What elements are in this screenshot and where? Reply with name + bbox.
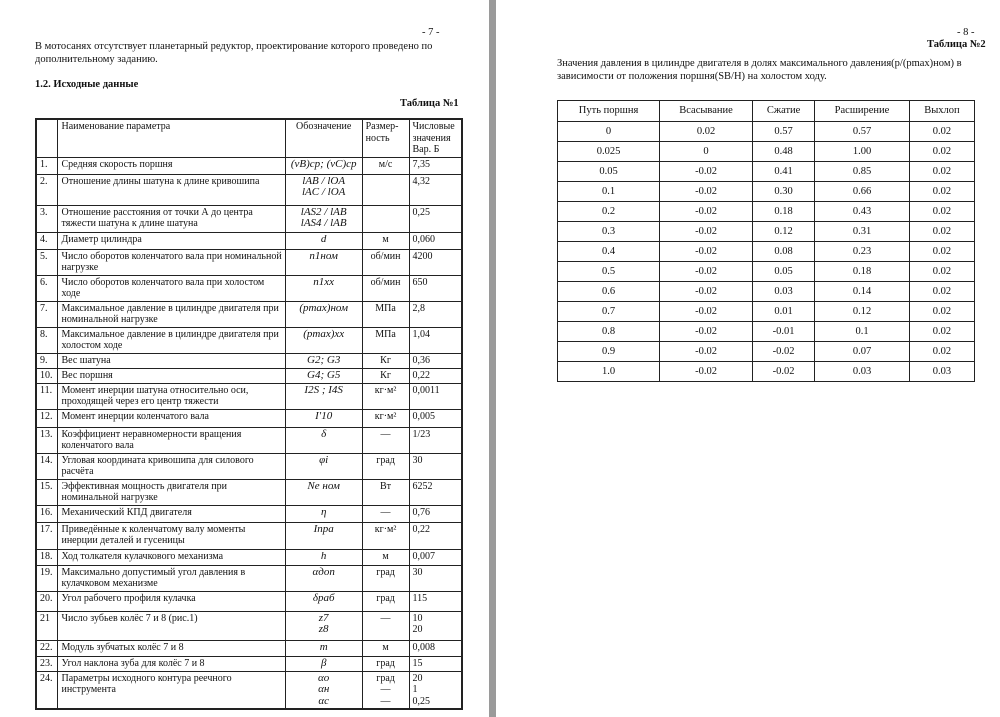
table-cell: -0.02 [660, 322, 753, 342]
cell-name: Максимальное давление в цилиндре двигателя при номинальной нагрузке [58, 301, 285, 327]
cell-name: Диаметр цилиндра [58, 232, 285, 249]
cell-n: 18. [36, 549, 58, 565]
table-cell: 0.02 [909, 182, 974, 202]
table-row [36, 249, 462, 275]
page-number: - 7 - [422, 27, 440, 38]
cell-name: Число оборотов коленчатого вала при номинальной нагрузке [58, 249, 285, 275]
cell-val: 0,76 [409, 505, 462, 522]
cell-val: 30 [409, 453, 462, 479]
table-row [558, 142, 975, 162]
cell-unit: м [362, 640, 409, 656]
table-cell: 0.85 [815, 162, 910, 182]
table-cell: 0.1 [558, 182, 660, 202]
table-cell: -0.02 [660, 182, 753, 202]
cell-val: 30 [409, 565, 462, 591]
cell-val: 0,25 [409, 205, 462, 232]
page-number: - 8 - [957, 27, 975, 38]
table-cell: 0.05 [558, 162, 660, 182]
table-cell: 0.02 [909, 342, 974, 362]
cell-sym: β [285, 656, 362, 671]
table-row [36, 205, 462, 232]
pressure-table [557, 100, 975, 382]
table-cell: 1.00 [815, 142, 910, 162]
table-cell: -0.02 [660, 362, 753, 382]
column-header: Выхлоп [909, 101, 974, 122]
cell-unit: град — — [362, 671, 409, 709]
cell-name: Максимально допустимый угол давления в кулачковом механизме [58, 565, 285, 591]
cell-sym: G4; G5 [285, 368, 362, 383]
cell-sym: (pmax)xx [285, 327, 362, 353]
cell-n: 19. [36, 565, 58, 591]
cell-n: 6. [36, 275, 58, 301]
table-cell: 0.1 [815, 322, 910, 342]
cell-val: 15 [409, 656, 462, 671]
table-row [36, 640, 462, 656]
cell-n: 22. [36, 640, 58, 656]
table-row [36, 232, 462, 249]
cell-val: 0,0011 [409, 383, 462, 409]
cell-n: 2. [36, 174, 58, 205]
cell-val: 2,8 [409, 301, 462, 327]
table-row [36, 301, 462, 327]
cell-sym: αo αн αc [285, 671, 362, 709]
intro-text: В мотосанях отсутствует планетарный редуктор, проектирование которого проведено по дополнительному заданию. [35, 41, 433, 65]
table-cell: 0.02 [909, 162, 974, 182]
cell-val: 0,060 [409, 232, 462, 249]
cell-name: Отношение длины шатуна к длине кривошипа [58, 174, 285, 205]
cell-name: Угол рабочего профиля кулачка [58, 591, 285, 611]
table-cell: 0.43 [815, 202, 910, 222]
column-header: Обозначение [285, 119, 362, 157]
table-cell: 0 [660, 142, 753, 162]
cell-n: 21 [36, 611, 58, 640]
table-row [36, 671, 462, 709]
table-cell: 0.02 [909, 262, 974, 282]
cell-unit [362, 205, 409, 232]
cell-sym: η [285, 505, 362, 522]
table-cell: -0.02 [660, 262, 753, 282]
cell-unit: об/мин [362, 275, 409, 301]
cell-name: Угол наклона зуба для колёс 7 и 8 [58, 656, 285, 671]
table-row [558, 342, 975, 362]
cell-val: 0,005 [409, 409, 462, 427]
cell-sym: lAB / lOA lAC / lOA [285, 174, 362, 205]
cell-n: 24. [36, 671, 58, 709]
table-cell: 0.05 [752, 262, 814, 282]
table-row [36, 505, 462, 522]
cell-sym: φi [285, 453, 362, 479]
cell-name: Максимальное давление в цилиндре двигателя при холостом ходе [58, 327, 285, 353]
cell-n: 15. [36, 479, 58, 505]
table-cell: -0.02 [660, 282, 753, 302]
cell-name: Момент инерции шатуна относительно оси, проходящей через его центр тяжести [58, 383, 285, 409]
table-row [36, 174, 462, 205]
cell-unit: град [362, 591, 409, 611]
column-header [36, 119, 58, 157]
table-row [36, 522, 462, 549]
cell-unit: кг·м² [362, 383, 409, 409]
column-header: Расширение [815, 101, 910, 122]
cell-name: Средняя скорость поршня [58, 157, 285, 174]
cell-name: Приведённые к коленчатому валу моменты инерции деталей и гусеницы [58, 522, 285, 549]
table-row [558, 162, 975, 182]
table-cell: 0.18 [815, 262, 910, 282]
cell-unit: — [362, 611, 409, 640]
cell-val: 7,35 [409, 157, 462, 174]
table-cell: -0.02 [752, 362, 814, 382]
table-row [36, 275, 462, 301]
table-cell: 0.03 [752, 282, 814, 302]
table-cell: 0.2 [558, 202, 660, 222]
cell-n: 12. [36, 409, 58, 427]
table-cell: 0.02 [909, 302, 974, 322]
cell-unit: Кг [362, 368, 409, 383]
cell-sym: lAS2 / lAB lAS4 / lAB [285, 205, 362, 232]
cell-unit [362, 174, 409, 205]
cell-name: Эффективная мощность двигателя при номинальной нагрузке [58, 479, 285, 505]
table-cell: 0.66 [815, 182, 910, 202]
table-cell: 0.03 [909, 362, 974, 382]
table-cell: -0.02 [660, 342, 753, 362]
cell-val: 0,22 [409, 368, 462, 383]
table-cell: 0.31 [815, 222, 910, 242]
cell-n: 3. [36, 205, 58, 232]
cell-name: Число оборотов коленчатого вала при холостом ходе [58, 275, 285, 301]
cell-n: 13. [36, 427, 58, 453]
table-row [36, 611, 462, 640]
cell-n: 11. [36, 383, 58, 409]
table-title: Таблица №1 [400, 98, 459, 109]
table-row [558, 302, 975, 322]
table-cell: 0.57 [752, 122, 814, 142]
table-cell: 0 [558, 122, 660, 142]
cell-unit: Кг [362, 353, 409, 368]
table-cell: 0.48 [752, 142, 814, 162]
table-row [36, 591, 462, 611]
table-cell: 0.02 [909, 222, 974, 242]
cell-n: 9. [36, 353, 58, 368]
table-cell: 0.08 [752, 242, 814, 262]
cell-n: 8. [36, 327, 58, 353]
cell-sym: h [285, 549, 362, 565]
table-row [36, 409, 462, 427]
table-row [558, 362, 975, 382]
cell-n: 7. [36, 301, 58, 327]
table-row [558, 122, 975, 142]
cell-unit: м/с [362, 157, 409, 174]
page-divider [489, 0, 496, 717]
cell-n: 23. [36, 656, 58, 671]
cell-unit: м [362, 232, 409, 249]
table-header-row [558, 101, 975, 122]
parameters-table [35, 118, 463, 710]
table-cell: 0.01 [752, 302, 814, 322]
table-cell: 0.12 [815, 302, 910, 322]
table-cell: 0.02 [660, 122, 753, 142]
cell-n: 16. [36, 505, 58, 522]
cell-unit: м [362, 549, 409, 565]
cell-unit: МПа [362, 301, 409, 327]
table-cell: -0.02 [752, 342, 814, 362]
table-cell: -0.02 [660, 242, 753, 262]
cell-sym: δ [285, 427, 362, 453]
table-cell: 0.025 [558, 142, 660, 162]
table-row [558, 242, 975, 262]
cell-name: Момент инерции коленчатого вала [58, 409, 285, 427]
cell-val: 650 [409, 275, 462, 301]
column-header: Числовые значения Вар. Б [409, 119, 462, 157]
cell-unit: град [362, 453, 409, 479]
table-row [558, 322, 975, 342]
cell-val: 20 1 0,25 [409, 671, 462, 709]
cell-sym: (vB)ср; (vC)ср [285, 157, 362, 174]
table-cell: 0.4 [558, 242, 660, 262]
table-cell: 0.6 [558, 282, 660, 302]
cell-name: Ход толкателя кулачкового механизма [58, 549, 285, 565]
cell-unit: кг·м² [362, 409, 409, 427]
table-row [558, 202, 975, 222]
cell-name: Вес шатуна [58, 353, 285, 368]
cell-n: 20. [36, 591, 58, 611]
column-header: Сжатие [752, 101, 814, 122]
cell-n: 5. [36, 249, 58, 275]
table-cell: 0.57 [815, 122, 910, 142]
cell-name: Угловая координата кривошипа для силового расчёта [58, 453, 285, 479]
cell-unit: об/мин [362, 249, 409, 275]
cell-val: 10 20 [409, 611, 462, 640]
table-row [36, 327, 462, 353]
table-cell: -0.02 [660, 302, 753, 322]
table-row [558, 182, 975, 202]
table-cell: 0.7 [558, 302, 660, 322]
table-cell: -0.02 [660, 162, 753, 182]
cell-val: 115 [409, 591, 462, 611]
table-cell: 0.02 [909, 282, 974, 302]
table-cell: 0.9 [558, 342, 660, 362]
table-cell: 0.18 [752, 202, 814, 222]
cell-n: 10. [36, 368, 58, 383]
table-cell: -0.02 [660, 202, 753, 222]
cell-val: 4200 [409, 249, 462, 275]
table-cell: 0.02 [909, 142, 974, 162]
column-header: Размер-ность [362, 119, 409, 157]
cell-unit: МПа [362, 327, 409, 353]
cell-val: 4,32 [409, 174, 462, 205]
cell-unit: — [362, 505, 409, 522]
cell-sym: I′10 [285, 409, 362, 427]
cell-n: 17. [36, 522, 58, 549]
cell-val: 1/23 [409, 427, 462, 453]
column-header: Всасывание [660, 101, 753, 122]
cell-name: Коэффициент неравномерности вращения коленчатого вала [58, 427, 285, 453]
table-cell: 0.02 [909, 322, 974, 342]
table-cell: 0.12 [752, 222, 814, 242]
section-heading: 1.2. Исходные данные [35, 79, 139, 90]
cell-name: Вес поршня [58, 368, 285, 383]
cell-sym: αдоп [285, 565, 362, 591]
cell-sym: δраб [285, 591, 362, 611]
table-cell: -0.02 [660, 222, 753, 242]
table-cell: 0.03 [815, 362, 910, 382]
table-cell: 0.41 [752, 162, 814, 182]
table-row [36, 453, 462, 479]
table-cell: 0.23 [815, 242, 910, 262]
cell-n: 14. [36, 453, 58, 479]
table-cell: 0.5 [558, 262, 660, 282]
cell-val: 0,22 [409, 522, 462, 549]
cell-val: 0,36 [409, 353, 462, 368]
cell-sym: (pmax)ном [285, 301, 362, 327]
cell-sym: Iпрa [285, 522, 362, 549]
table-row [36, 157, 462, 174]
table-cell: 0.14 [815, 282, 910, 302]
cell-name: Число зубьев колёс 7 и 8 (рис.1) [58, 611, 285, 640]
table-row [36, 427, 462, 453]
table-cell: 0.07 [815, 342, 910, 362]
cell-n: 4. [36, 232, 58, 249]
cell-unit: — [362, 427, 409, 453]
cell-name: Отношение расстояния от точки А до центра тяжести шатуна к длине шатуна [58, 205, 285, 232]
table-row [558, 222, 975, 242]
cell-sym: I2S ; I4S [285, 383, 362, 409]
table-cell: 0.3 [558, 222, 660, 242]
table-cell: 0.02 [909, 122, 974, 142]
table-row [558, 262, 975, 282]
cell-name: Модуль зубчатых колёс 7 и 8 [58, 640, 285, 656]
table-row [36, 565, 462, 591]
cell-val: 0,007 [409, 549, 462, 565]
cell-unit: кг·м² [362, 522, 409, 549]
cell-sym: d [285, 232, 362, 249]
table-cell: -0.01 [752, 322, 814, 342]
table-row [36, 383, 462, 409]
cell-val: 1,04 [409, 327, 462, 353]
column-header: Путь поршня [558, 101, 660, 122]
page-7 [0, 0, 489, 717]
cell-sym: G2; G3 [285, 353, 362, 368]
cell-sym: z7 z8 [285, 611, 362, 640]
table-cell: 0.02 [909, 202, 974, 222]
table-cell: 0.30 [752, 182, 814, 202]
cell-val: 6252 [409, 479, 462, 505]
table-cell: 1.0 [558, 362, 660, 382]
table-row [36, 368, 462, 383]
cell-name: Механический КПД двигателя [58, 505, 285, 522]
table-caption: Значения давления в цилиндре двигателя в долях максимального давления(p/(pmax)ном) в зависимости от положения поршня(SB/H) на холостом ходу. [557, 58, 962, 82]
cell-sym: m [285, 640, 362, 656]
cell-name: Параметры исходного контура реечного инструмента [58, 671, 285, 709]
table-row [36, 353, 462, 368]
cell-sym: Ne ном [285, 479, 362, 505]
table-row [36, 549, 462, 565]
cell-unit: Вт [362, 479, 409, 505]
cell-unit: град [362, 656, 409, 671]
table-header-row [36, 119, 462, 157]
cell-sym: n1xx [285, 275, 362, 301]
table-title: Таблица №2 [927, 39, 986, 50]
cell-sym: n1ном [285, 249, 362, 275]
column-header: Наименование параметра [58, 119, 285, 157]
cell-unit: град [362, 565, 409, 591]
table-row [558, 282, 975, 302]
table-cell: 0.02 [909, 242, 974, 262]
cell-val: 0,008 [409, 640, 462, 656]
table-row [36, 656, 462, 671]
table-cell: 0.8 [558, 322, 660, 342]
table-row [36, 479, 462, 505]
cell-n: 1. [36, 157, 58, 174]
page-8 [496, 0, 1000, 717]
